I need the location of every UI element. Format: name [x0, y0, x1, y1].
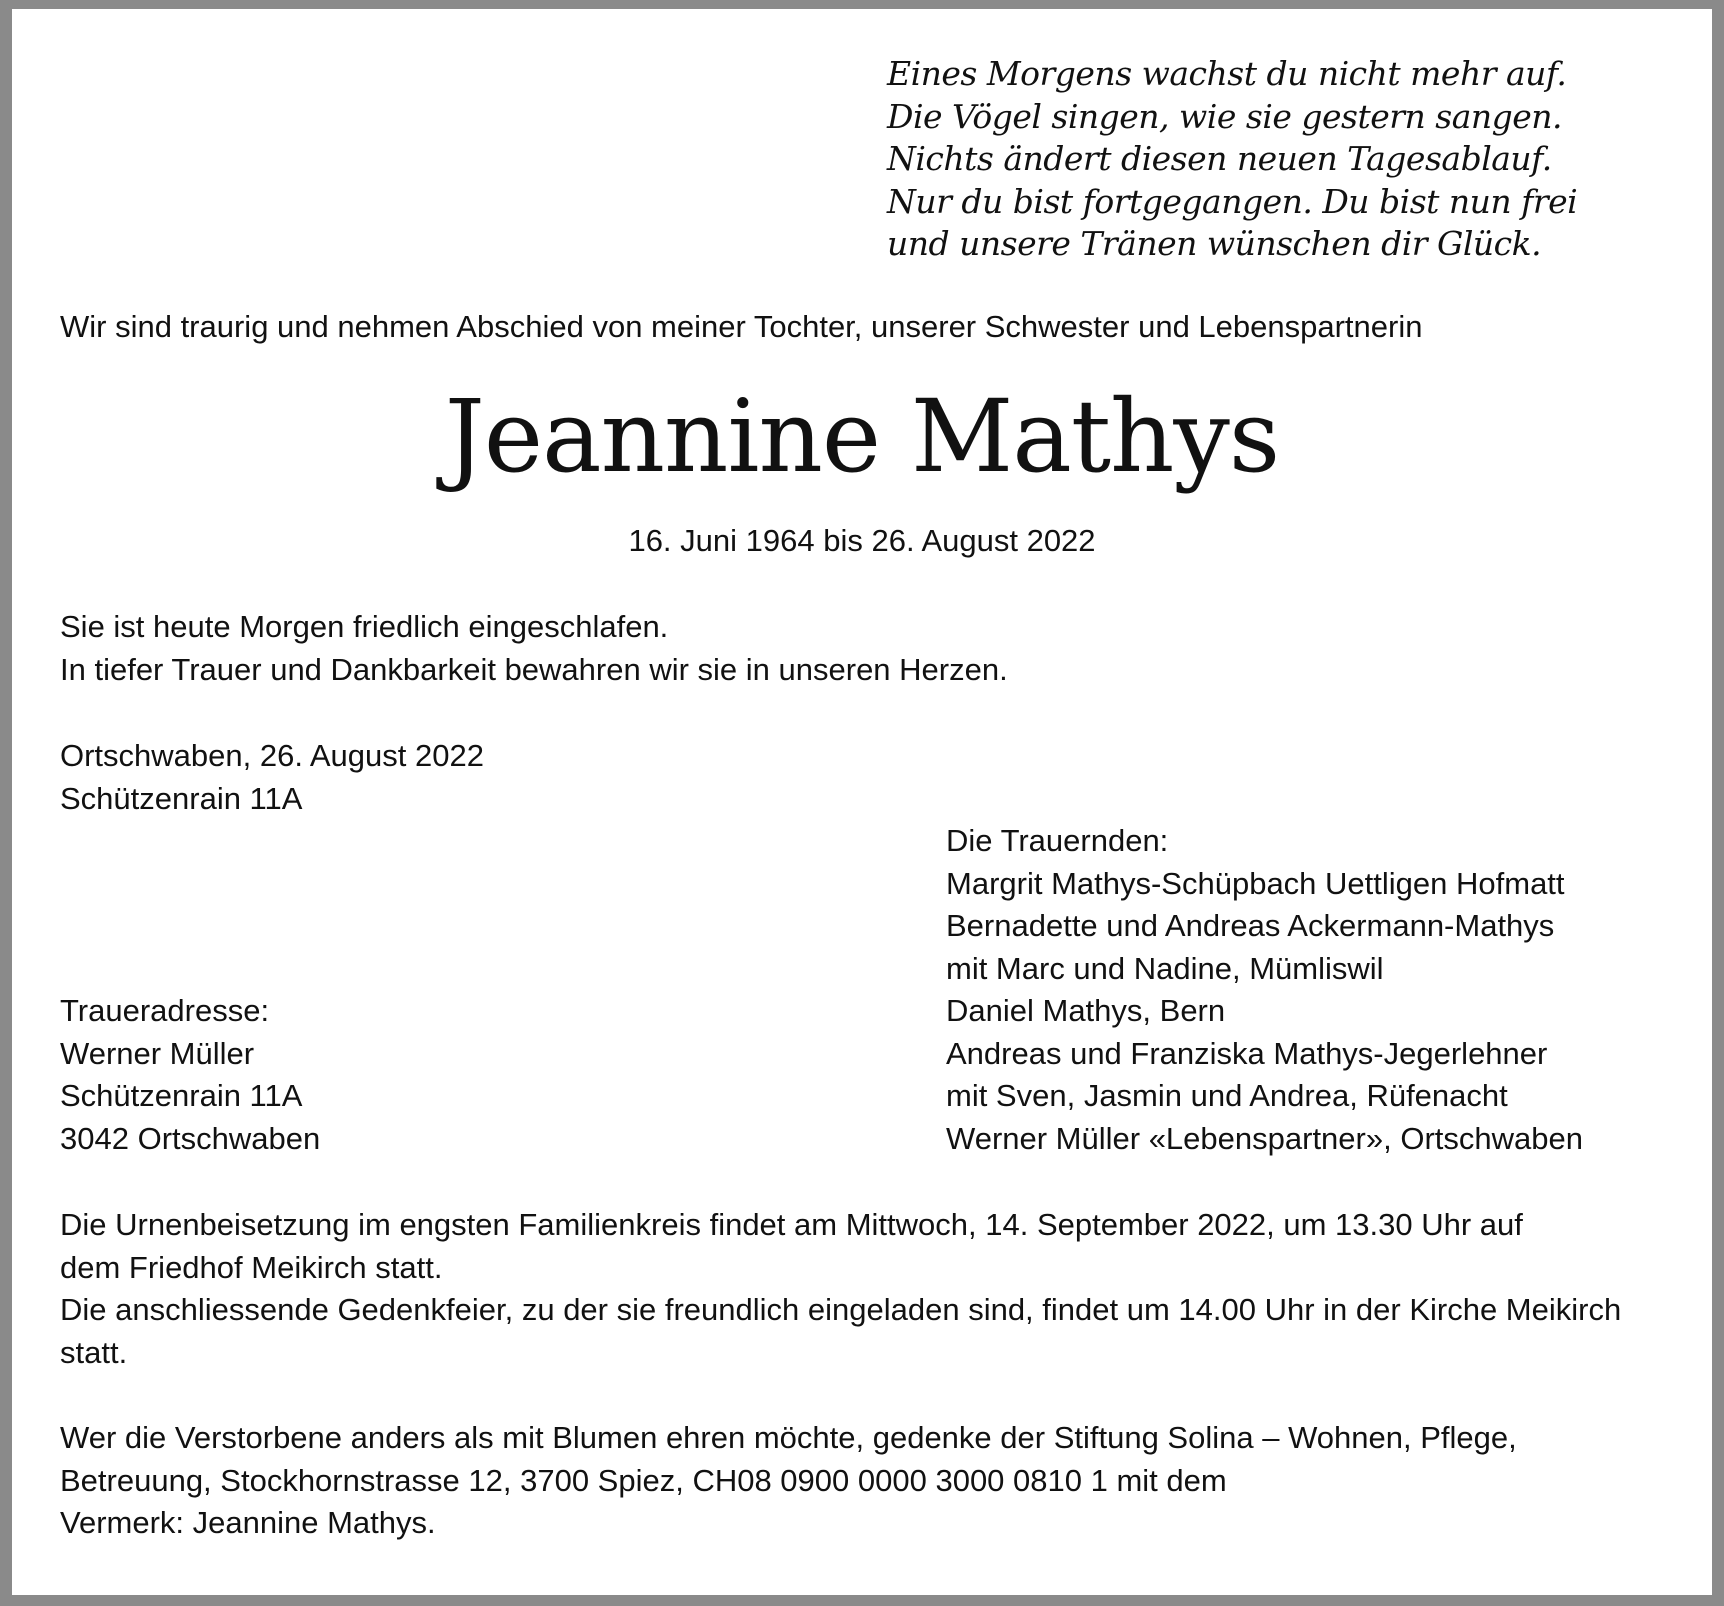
poem-line: Nichts ändert diesen neuen Tagesablauf.	[887, 139, 1552, 178]
burial-line: statt.	[60, 1334, 128, 1370]
burial-line: dem Friedhof Meikirch statt.	[60, 1249, 443, 1285]
mourner-line: mit Marc und Nadine, Mümliswil	[946, 950, 1384, 986]
address-line: 3042 Ortschwaben	[60, 1120, 321, 1156]
mourners-heading: Die Trauernden:	[946, 823, 1169, 858]
mourning-address	[60, 990, 320, 1160]
poem-line: und unsere Tränen wünschen dir Glück.	[887, 224, 1542, 263]
farewell-line: Sie ist heute Morgen friedlich eingeschlafen.	[60, 609, 669, 644]
donation-line: Wer die Verstorbene anders als mit Blumen ehren möchte, gedenke der Stiftung Solina – Wohnen, Pflege,	[60, 1420, 1517, 1455]
obituary-page	[12, 9, 1712, 1595]
mourners-list	[946, 820, 1583, 1160]
donation-info	[60, 1417, 1517, 1545]
mourner-line: Margrit Mathys-Schüpbach Uettligen Hofmatt	[946, 865, 1565, 901]
place-line: Schützenrain 11A	[60, 780, 303, 816]
mourner-line: Daniel Mathys, Bern	[946, 993, 1226, 1028]
address-heading: Traueradresse:	[60, 993, 270, 1028]
address-line: Schützenrain 11A	[60, 1078, 303, 1113]
donation-line: Vermerk: Jeannine Mathys.	[60, 1505, 436, 1540]
burial-line: Die Urnenbeisetzung im engsten Familienkreis findet am Mittwoch, 14. September 2022, um 13.30 Uhr auf	[60, 1207, 1523, 1242]
burial-line: Die anschliessende Gedenkfeier, zu der sie freundlich eingeladen sind, findet um 14.00 Uhr in der Kirche Meikirch	[60, 1292, 1622, 1327]
mourner-line: Werner Müller «Lebenspartner», Ortschwaben	[946, 1120, 1583, 1156]
mourner-line: mit Sven, Jasmin und Andrea, Rüfenacht	[946, 1078, 1508, 1113]
poem	[887, 53, 1577, 266]
mourner-line: Bernadette und Andreas Ackermann-Mathys	[946, 908, 1555, 943]
donation-line: Betreuung, Stockhornstrasse 12, 3700 Spiez, CH08 0900 0000 3000 0810 1 mit dem	[60, 1462, 1227, 1498]
life-dates: 16. Juni 1964 bis 26. August 2022	[628, 523, 1096, 558]
place-line: Ortschwaben, 26. August 2022	[60, 738, 484, 773]
poem-line: Nur du bist fortgegangen. Du bist nun frei	[887, 181, 1578, 221]
intro-line: Wir sind traurig und nehmen Abschied von meiner Tochter, unserer Schwester und Lebenspartnerin	[60, 309, 1423, 344]
poem-line: Die Vögel singen, wie sie gestern sangen.	[887, 96, 1563, 136]
farewell-text	[60, 606, 1008, 691]
intro-text	[60, 306, 1422, 349]
poem-line: Eines Morgens wachst du nicht mehr auf.	[887, 54, 1567, 93]
place-and-date	[60, 735, 484, 820]
deceased-name: Jeannine Mathys	[444, 378, 1280, 495]
burial-info	[60, 1204, 1621, 1374]
farewell-line: In tiefer Trauer und Dankbarkeit bewahren wir sie in unseren Herzen.	[60, 651, 1008, 687]
mourner-line: Andreas und Franziska Mathys-Jegerlehner	[946, 1035, 1548, 1071]
address-line: Werner Müller	[60, 1035, 255, 1071]
